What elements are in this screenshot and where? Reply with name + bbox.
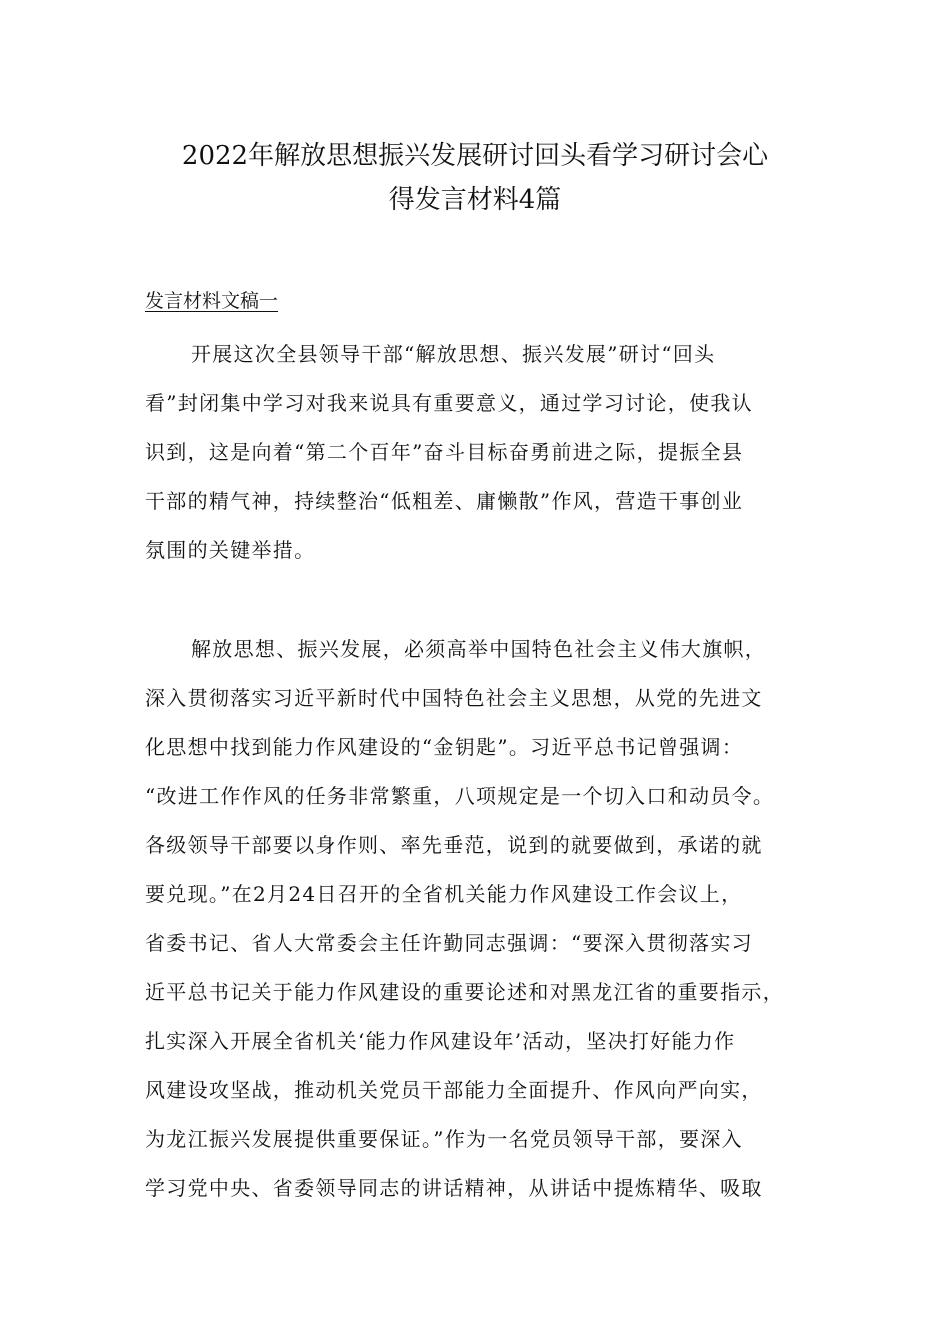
paragraph-2 [145,625,835,1213]
paragraph-line: 省委书记、省人大常委会主任许勤同志强调：“要深入贯彻落实习 [145,931,753,955]
title-line-2: 得发言材料4篇 [388,185,562,215]
paragraph-line: 开展这次全县领导干部“解放思想、振兴发展”研讨“回头 [191,342,716,366]
paragraph-line: 要兑现。”在2月24日召开的全省机关能力作风建设工作会议上， [145,882,743,906]
paragraph-line: 看”封闭集中学习对我来说具有重要意义，通过学习讨论，使我认 [145,391,753,415]
paragraph-line: 深入贯彻落实习近平新时代中国特色社会主义思想，从党的先进文 [145,686,763,710]
paragraph-line: 解放思想、振兴发展，必须高举中国特色社会主义伟大旗帜， [191,637,767,661]
paragraph-line: 氛围的关键举措。 [145,538,316,562]
paragraph-line: 化思想中找到能力作风建设的“金钥匙”。习近平总书记曾强调： [145,735,744,759]
paragraph-line: 各级领导干部要以身作则、率先垂范，说到的就要做到，承诺的就 [145,833,763,857]
paragraph-line: 学习党中央、省委领导同志的讲话精神，从讲话中提炼精华、吸取 [145,1176,763,1200]
paragraph-line: 识到，这是向着“第二个百年”奋斗目标奋勇前进之际，提振全县 [145,440,744,464]
paragraph-line: 干部的精气神，持续整治“低粗差、庸懒散”作风，营造干事创业 [145,489,744,513]
paragraph-1 [145,330,835,575]
title-line-1: 2022年解放思想振兴发展研讨回头看学习研讨会心 [181,141,769,171]
paragraph-line: 扎实深入开展全省机关‘能力作风建设年’活动，坚决打好能力作 [145,1029,736,1053]
section-heading: 发言材料文稿一 [145,290,279,312]
document-title [140,134,810,222]
paragraph-line: 近平总书记关于能力作风建设的重要论述和对黑龙江省的重要指示， [145,980,784,1004]
paragraph-line: 风建设攻坚战，推动机关党员干部能力全面提升、作风向严向实， [145,1078,763,1102]
paragraph-line: “改进工作作风的任务非常繁重，八项规定是一个切入口和动员令。 [145,784,775,808]
paragraph-line: 为龙江振兴发展提供重要保证。”作为一名党员领导干部，要深入 [145,1127,743,1151]
